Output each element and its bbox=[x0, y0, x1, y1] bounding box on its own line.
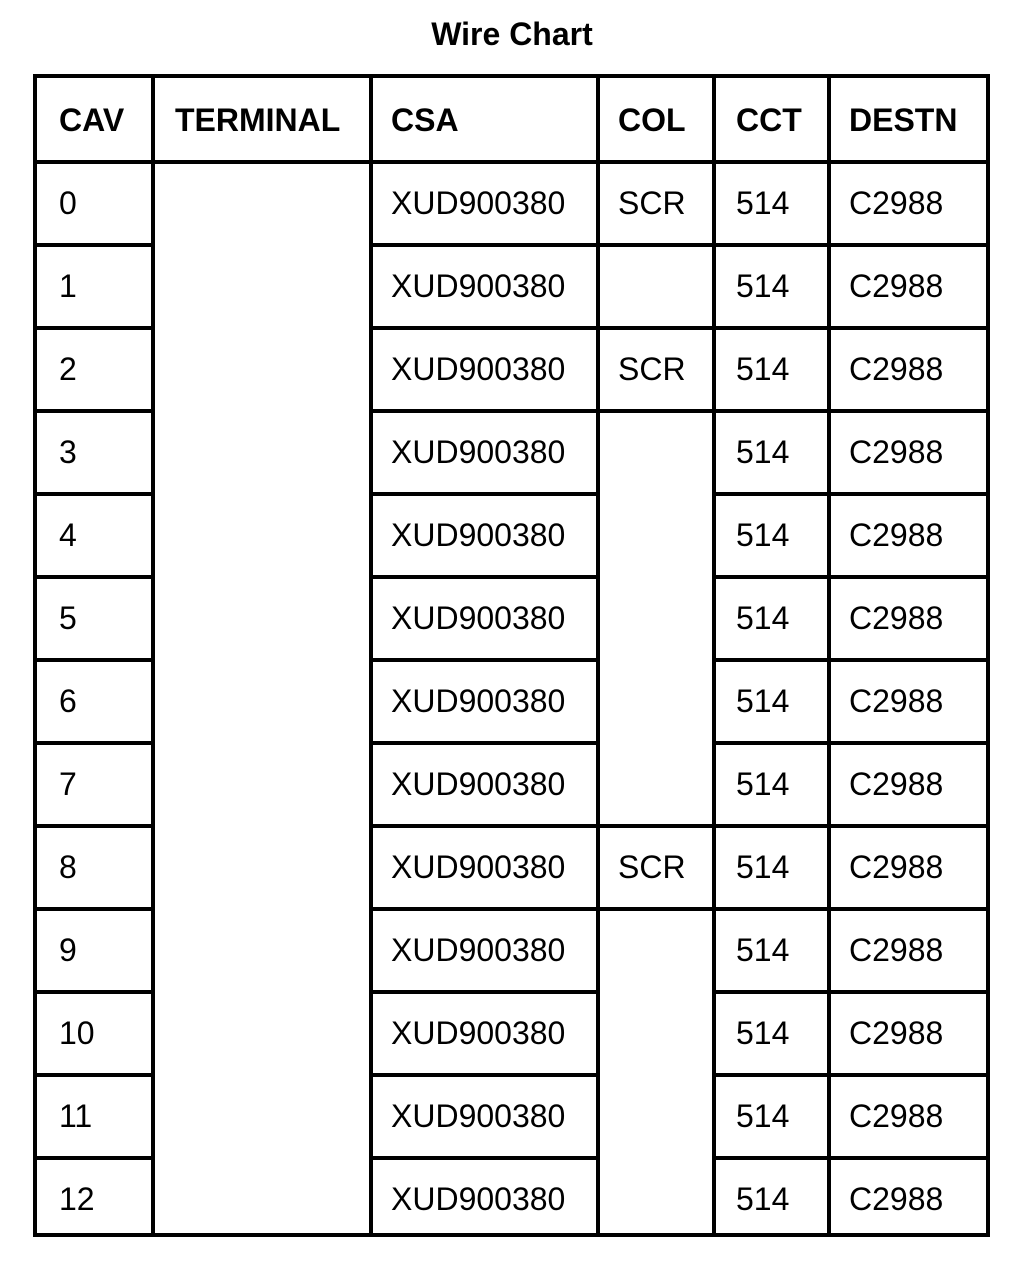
grid-line bbox=[151, 78, 155, 1233]
header-cct: CCT bbox=[736, 101, 802, 138]
cell-cav: 5 bbox=[59, 600, 77, 636]
grid-line bbox=[37, 409, 153, 413]
grid-line bbox=[714, 492, 829, 496]
cell-destn: C2988 bbox=[849, 1098, 944, 1134]
cell-destn: C2988 bbox=[849, 517, 944, 553]
cell-cct: 514 bbox=[736, 932, 790, 968]
cell-destn: C2988 bbox=[849, 1015, 944, 1051]
cell-destn: C2988 bbox=[849, 766, 944, 802]
grid-line bbox=[829, 575, 986, 579]
cell-cct: 514 bbox=[736, 268, 790, 304]
grid-line bbox=[598, 907, 714, 911]
cell-col: SCR bbox=[618, 185, 686, 221]
cell-destn: C2988 bbox=[849, 932, 944, 968]
grid-line bbox=[371, 243, 598, 247]
grid-line bbox=[714, 575, 829, 579]
header-terminal: TERMINAL bbox=[175, 101, 341, 138]
header-destn: DESTN bbox=[849, 101, 958, 138]
grid-line bbox=[829, 1156, 986, 1160]
cell-cct: 514 bbox=[736, 1098, 790, 1134]
cell-csa: XUD900380 bbox=[391, 849, 566, 885]
grid-line bbox=[598, 326, 714, 330]
grid-line bbox=[714, 741, 829, 745]
grid-line bbox=[37, 243, 153, 247]
grid-line bbox=[829, 824, 986, 828]
grid-line bbox=[598, 824, 714, 828]
grid-line bbox=[371, 824, 598, 828]
cell-cct: 514 bbox=[736, 185, 790, 221]
cell-csa: XUD900380 bbox=[391, 1181, 566, 1217]
grid-line bbox=[714, 1073, 829, 1077]
cell-cav: 3 bbox=[59, 434, 77, 470]
cell-cav: 11 bbox=[59, 1098, 93, 1134]
grid-line bbox=[37, 990, 153, 994]
cell-csa: XUD900380 bbox=[391, 351, 566, 387]
cell-cct: 514 bbox=[736, 766, 790, 802]
cell-cav: 12 bbox=[59, 1181, 95, 1217]
cell-cav: 4 bbox=[59, 517, 77, 553]
grid-line bbox=[596, 78, 600, 1233]
cell-destn: C2988 bbox=[849, 268, 944, 304]
grid-line bbox=[714, 658, 829, 662]
cell-csa: XUD900380 bbox=[391, 185, 566, 221]
grid-line bbox=[829, 1073, 986, 1077]
grid-line bbox=[371, 658, 598, 662]
grid-line bbox=[827, 78, 831, 1233]
cell-cct: 514 bbox=[736, 600, 790, 636]
grid-line bbox=[371, 1156, 598, 1160]
grid-line bbox=[37, 1073, 153, 1077]
grid-line bbox=[712, 78, 716, 1233]
cell-cav: 0 bbox=[59, 185, 77, 221]
grid-line bbox=[369, 78, 373, 1233]
grid-line bbox=[829, 243, 986, 247]
grid-line bbox=[37, 575, 153, 579]
cell-cct: 514 bbox=[736, 1015, 790, 1051]
grid-line bbox=[714, 1156, 829, 1160]
cell-csa: XUD900380 bbox=[391, 268, 566, 304]
grid-line bbox=[829, 658, 986, 662]
cell-csa: XUD900380 bbox=[391, 434, 566, 470]
cell-cav: 2 bbox=[59, 351, 77, 387]
cell-csa: XUD900380 bbox=[391, 1015, 566, 1051]
grid-line bbox=[829, 409, 986, 413]
header-col: COL bbox=[618, 101, 686, 138]
header-csa: CSA bbox=[391, 101, 459, 138]
grid-line bbox=[37, 326, 153, 330]
grid-line bbox=[829, 492, 986, 496]
cell-cav: 9 bbox=[59, 932, 77, 968]
cell-destn: C2988 bbox=[849, 185, 944, 221]
grid-line bbox=[371, 409, 598, 413]
grid-line bbox=[37, 160, 986, 164]
cell-cav: 7 bbox=[59, 766, 77, 802]
grid-line bbox=[714, 907, 829, 911]
grid-line bbox=[371, 990, 598, 994]
cell-cav: 1 bbox=[59, 268, 77, 304]
grid-line bbox=[714, 326, 829, 330]
grid-line bbox=[714, 824, 829, 828]
cell-col: SCR bbox=[618, 849, 686, 885]
cell-csa: XUD900380 bbox=[391, 766, 566, 802]
grid-line bbox=[829, 990, 986, 994]
cell-cct: 514 bbox=[736, 849, 790, 885]
grid-line bbox=[371, 741, 598, 745]
cell-destn: C2988 bbox=[849, 351, 944, 387]
cell-cct: 514 bbox=[736, 351, 790, 387]
cell-cav: 6 bbox=[59, 683, 77, 719]
grid-line bbox=[829, 907, 986, 911]
grid-line bbox=[371, 492, 598, 496]
grid-line bbox=[829, 741, 986, 745]
grid-line bbox=[714, 409, 829, 413]
grid-line bbox=[37, 824, 153, 828]
cell-cct: 514 bbox=[736, 434, 790, 470]
cell-cct: 514 bbox=[736, 517, 790, 553]
grid-line bbox=[37, 907, 153, 911]
grid-line bbox=[598, 160, 714, 164]
cell-cct: 514 bbox=[736, 1181, 790, 1217]
grid-line bbox=[371, 326, 598, 330]
header-cav: CAV bbox=[59, 101, 125, 138]
grid-line bbox=[598, 243, 714, 247]
cell-destn: C2988 bbox=[849, 683, 944, 719]
cell-cct: 514 bbox=[736, 683, 790, 719]
cell-csa: XUD900380 bbox=[391, 1098, 566, 1134]
grid-line bbox=[714, 243, 829, 247]
cell-cav: 10 bbox=[59, 1015, 95, 1051]
cell-csa: XUD900380 bbox=[391, 932, 566, 968]
wire-chart-table bbox=[33, 74, 990, 1237]
grid-line bbox=[37, 492, 153, 496]
cell-cav: 8 bbox=[59, 849, 77, 885]
cell-destn: C2988 bbox=[849, 1181, 944, 1217]
grid-line bbox=[37, 741, 153, 745]
cell-csa: XUD900380 bbox=[391, 600, 566, 636]
cell-destn: C2988 bbox=[849, 434, 944, 470]
grid-line bbox=[37, 658, 153, 662]
cell-csa: XUD900380 bbox=[391, 517, 566, 553]
cell-col: SCR bbox=[618, 351, 686, 387]
grid-line bbox=[829, 326, 986, 330]
grid-line bbox=[37, 1156, 153, 1160]
grid-line bbox=[598, 409, 714, 413]
cell-csa: XUD900380 bbox=[391, 683, 566, 719]
grid-line bbox=[371, 575, 598, 579]
grid-line bbox=[371, 907, 598, 911]
grid-line bbox=[714, 990, 829, 994]
page-title: Wire Chart bbox=[431, 16, 593, 52]
grid-line bbox=[371, 1073, 598, 1077]
cell-destn: C2988 bbox=[849, 600, 944, 636]
cell-destn: C2988 bbox=[849, 849, 944, 885]
